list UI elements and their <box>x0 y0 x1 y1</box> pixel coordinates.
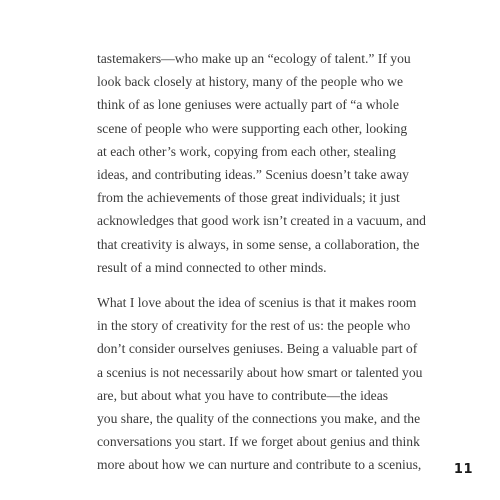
text-line: a scenius is not necessarily about how smart or talented you <box>97 364 423 380</box>
text-line: in the story of creativity for the rest of us: the people who <box>97 318 411 334</box>
text-line: tastemakers—who make up an “ecology of talent.” If you <box>97 51 411 66</box>
paragraph-2 <box>97 291 423 477</box>
text-line: that creativity is always, in some sense, a collaboration, the <box>97 236 420 252</box>
text-line: result of a mind connected to other minds. <box>97 259 327 275</box>
text-line: are, but about what you have to contribute—the ideas <box>97 387 389 403</box>
text-line: at each other’s work, copying from each other, stealing <box>97 143 396 159</box>
paragraph-1 <box>97 47 426 279</box>
text-line: more about how we can nurture and contribute to a scenius, <box>97 457 422 473</box>
text-line: look back closely at history, many of the people who we <box>97 74 404 90</box>
text-line: conversations you start. If we forget about genius and think <box>97 434 420 450</box>
paragraph-spacer <box>97 279 417 291</box>
page-number: 11 <box>453 462 473 477</box>
text-line: scene of people who were supporting each other, looking <box>97 120 408 136</box>
text-line: don’t consider ourselves geniuses. Being a valuable part of <box>97 341 418 357</box>
body-text <box>97 47 426 477</box>
text-line: acknowledges that good work isn’t created in a vacuum, and <box>97 213 426 229</box>
text-line: ideas, and contributing ideas.” Scenius doesn’t take away <box>97 167 409 183</box>
text-line: think of as lone geniuses were actually part of “a whole <box>97 97 399 113</box>
text-line: from the achievements of those great individuals; it just <box>97 190 400 206</box>
text-line: you share, the quality of the connections you make, and the <box>97 411 421 427</box>
text-line: What I love about the idea of scenius is that it makes room <box>97 295 417 311</box>
